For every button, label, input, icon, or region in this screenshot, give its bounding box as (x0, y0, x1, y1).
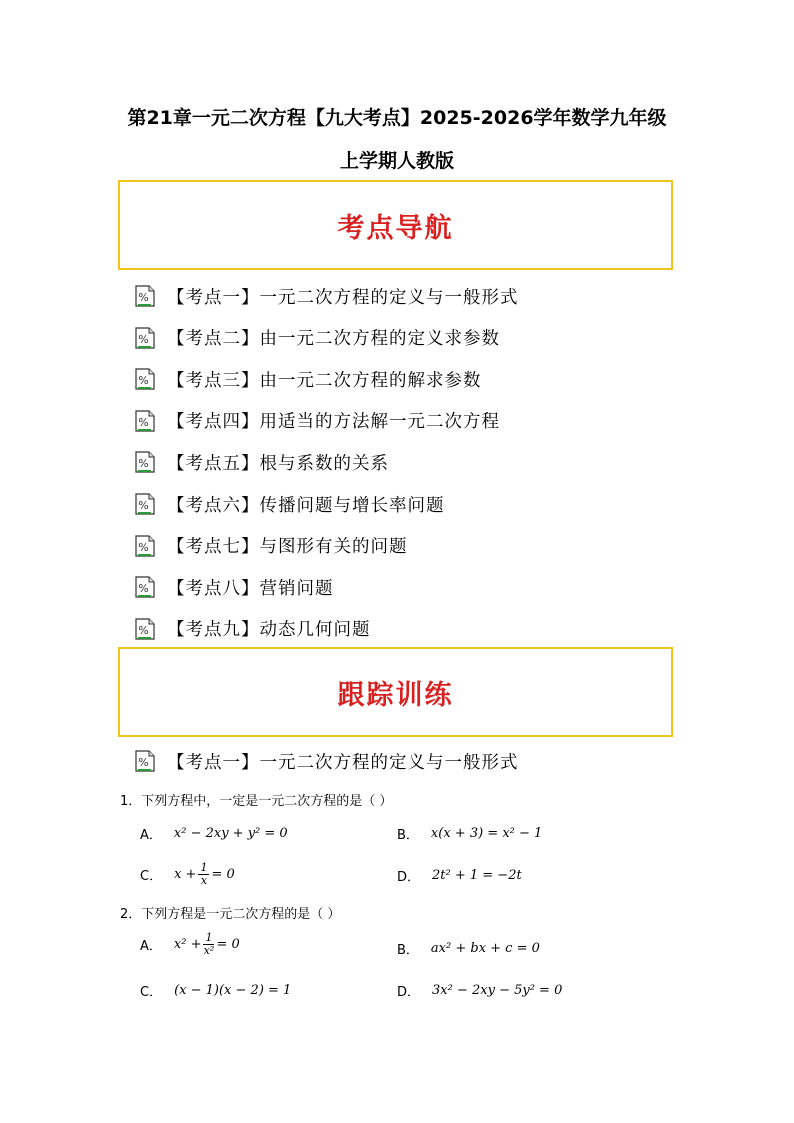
document-percent-icon (135, 451, 155, 473)
q2-option-d: D． 3x² − 2xy − 5y² = 0 (397, 983, 563, 1000)
svg-text:%: % (138, 415, 150, 429)
document-percent-icon (135, 576, 155, 598)
topic-item (135, 325, 500, 351)
fraction: $\frac{1}{\text{x²}}$ (203, 931, 215, 957)
svg-text:%: % (138, 457, 150, 471)
document-percent-icon (135, 493, 155, 515)
svg-text:%: % (138, 374, 150, 388)
fraction: $\frac{1}{x}$ (200, 861, 208, 887)
q2-option-b: B． ax² + bx + c = 0 (397, 941, 540, 958)
q2-option-c: C． (x − 1)(x − 2) = 1 (140, 983, 292, 1000)
document-percent-icon (135, 368, 155, 390)
topic-item (135, 491, 445, 517)
topic-label: 【考点一】一元二次方程的定义与一般形式 (167, 287, 519, 308)
topic-item (135, 366, 482, 392)
topic-item (135, 574, 334, 600)
topic-label: 【考点三】由一元二次方程的解求参数 (167, 370, 482, 391)
document-percent-icon (135, 410, 155, 432)
document-percent-icon (135, 750, 155, 772)
nav-section-box (118, 180, 673, 270)
topic-label: 【考点五】根与系数的关系 (167, 453, 389, 474)
svg-text:%: % (138, 623, 150, 637)
svg-text:%: % (138, 291, 150, 304)
svg-text:%: % (138, 756, 150, 769)
topic-label: 【考点二】由一元二次方程的定义求参数 (167, 329, 500, 350)
practice-section-box (118, 647, 673, 737)
topic-label: 【考点六】传播问题与增长率问题 (167, 495, 445, 516)
document-percent-icon (135, 618, 155, 640)
document-percent-icon (135, 327, 155, 349)
q1-option-c: C． x + $\frac{1}{x}$ = 0 (140, 861, 235, 887)
topic-label: 【考点九】动态几何问题 (167, 620, 371, 641)
topic-item (135, 408, 500, 434)
document-percent-icon (135, 285, 155, 307)
svg-text:%: % (138, 582, 150, 596)
topic-label: 【考点七】与图形有关的问题 (167, 537, 408, 558)
document-title-line2: 上学期人教版 (339, 150, 454, 172)
q2-option-a: A． x² + $\frac{1}{\text{x²}}$ = 0 (140, 931, 240, 957)
topic-item (135, 616, 371, 642)
question-2-stem: 2．下列方程是一元二次方程的是（ ） (120, 907, 341, 922)
topic-item (135, 533, 408, 559)
nav-section-title: 考点导航 (337, 212, 454, 244)
svg-text:%: % (138, 499, 150, 512)
q1-option-b: B． x(x + 3) = x² − 1 (397, 826, 543, 843)
topic-label: 【考点八】营销问题 (167, 578, 334, 599)
svg-text:%: % (138, 540, 150, 554)
svg-text:%: % (138, 332, 150, 346)
q1-option-d: D． 2t² + 1 = −2t (397, 868, 522, 885)
question-1-stem: 1．下列方程中，一定是一元二次方程的是（ ） (120, 794, 393, 809)
document-title-line1: 第21章一元二次方程【九大考点】2025-2026学年数学九年级 (127, 107, 667, 129)
document-percent-icon (135, 535, 155, 557)
practice-section-title: 跟踪训练 (337, 679, 454, 711)
topic-label: 【考点四】用适当的方法解一元二次方程 (167, 412, 500, 433)
topic-item (135, 449, 389, 475)
topic-item (135, 283, 519, 309)
q1-option-a: A． x² − 2xy + y² = 0 (140, 826, 288, 843)
practice-topic-heading (135, 748, 519, 774)
practice-topic-label: 【考点一】一元二次方程的定义与一般形式 (167, 752, 519, 773)
